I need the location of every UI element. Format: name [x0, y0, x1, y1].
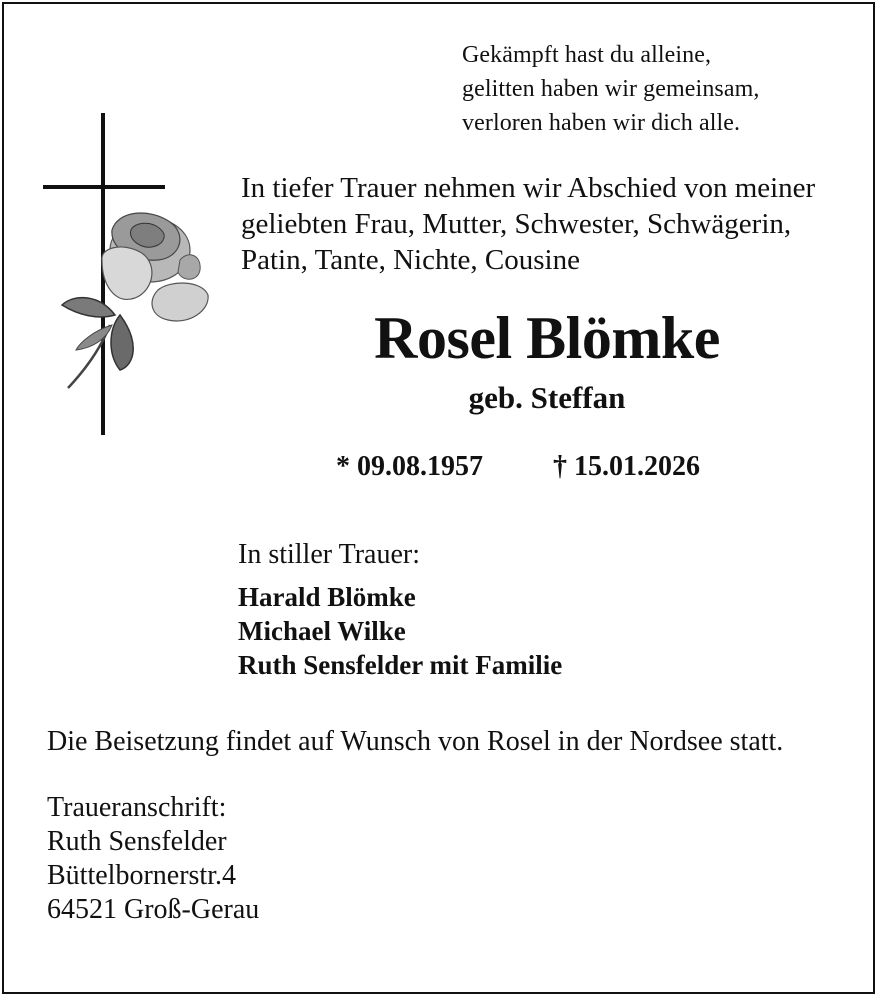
poem-line: gelitten haben wir gemeinsam, — [462, 76, 760, 102]
mourners-list — [238, 580, 562, 682]
mourner-name: Ruth Sensfelder mit Familie — [238, 650, 563, 680]
burial-note: Die Beisetzung findet auf Wunsch von Rosel in der Nordsee statt. — [47, 726, 784, 757]
maiden-name: geb. Steffan — [468, 380, 626, 415]
cross-with-rose-icon — [40, 110, 230, 440]
mourners-label: In stiller Trauer: — [238, 539, 420, 570]
deceased-name: Rosel Blömke — [374, 305, 720, 371]
intro-line: In tiefer Trauer nehmen wir Abschied von meiner — [241, 172, 816, 204]
birth-date: * 09.08.1957 — [336, 451, 483, 482]
mourner-name: Michael Wilke — [238, 616, 406, 646]
death-date: † 15.01.2026 — [553, 451, 700, 482]
mourner-name: Harald Blömke — [238, 582, 416, 612]
address-line: Ruth Sensfelder — [47, 826, 227, 857]
intro-line: Patin, Tante, Nichte, Cousine — [241, 244, 580, 276]
address-line: Büttelbornerstr.4 — [47, 860, 236, 891]
address-line: 64521 Groß-Gerau — [47, 894, 260, 925]
intro-text — [241, 170, 815, 278]
poem-line: verloren haben wir dich alle. — [462, 110, 741, 136]
poem-line: Gekämpft hast du alleine, — [462, 42, 712, 68]
intro-line: geliebten Frau, Mutter, Schwester, Schwägerin, — [241, 208, 792, 240]
mourning-address — [47, 791, 259, 927]
poem — [462, 38, 759, 140]
address-line: Traueranschrift: — [47, 792, 227, 823]
